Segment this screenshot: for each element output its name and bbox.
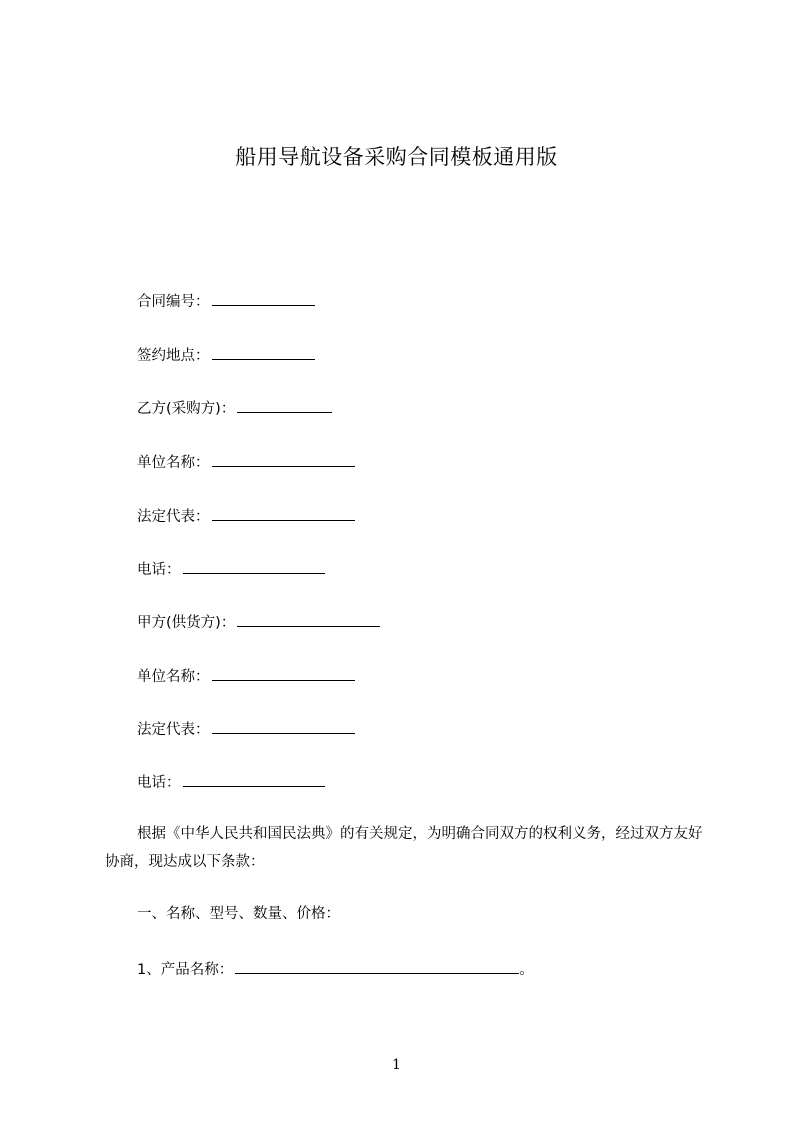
field-label: 电话：	[137, 775, 181, 791]
blank-line	[183, 772, 325, 787]
blank-line	[235, 959, 519, 974]
blank-line	[212, 666, 355, 681]
field-signing-location	[137, 345, 315, 366]
field-label: 合同编号：	[137, 294, 210, 310]
blank-line	[212, 345, 315, 360]
field-label: 电话：	[137, 562, 181, 578]
field-label: 甲方(供货方)：	[137, 615, 236, 631]
field-label: 签约地点：	[137, 348, 210, 364]
item-product-name	[137, 959, 534, 980]
field-party-a-phone	[137, 772, 325, 793]
field-party-b-company	[137, 452, 355, 473]
blank-line	[212, 506, 355, 521]
blank-line	[212, 452, 355, 467]
blank-line	[237, 398, 332, 413]
field-party-a-company	[137, 666, 355, 687]
field-contract-number	[137, 291, 315, 312]
item-suffix: 。	[519, 962, 534, 978]
field-party-a-representative	[137, 719, 355, 740]
field-label: 单位名称：	[137, 455, 210, 471]
blank-line	[212, 719, 355, 734]
page-number: 1	[392, 1057, 401, 1073]
field-label: 法定代表：	[137, 722, 210, 738]
field-party-b-phone	[137, 559, 325, 580]
section-heading: 一、名称、型号、数量、价格：	[137, 906, 340, 922]
field-label: 单位名称：	[137, 669, 210, 685]
intro-paragraph: 根据《中华人民共和国民法典》的有关规定，为明确合同双方的权利义务，经过双方友好协商，现达成以下条款：	[105, 826, 703, 870]
field-party-b-representative	[137, 506, 355, 527]
field-party-a	[137, 612, 380, 633]
document-title: 船用导航设备采购合同模板通用版	[235, 145, 558, 169]
field-label: 乙方(采购方)：	[137, 401, 236, 417]
field-label: 法定代表：	[137, 509, 210, 525]
blank-line	[212, 291, 315, 306]
blank-line	[237, 612, 380, 627]
field-label: 1、产品名称：	[137, 962, 234, 978]
field-party-b	[137, 398, 332, 419]
blank-line	[183, 559, 325, 574]
